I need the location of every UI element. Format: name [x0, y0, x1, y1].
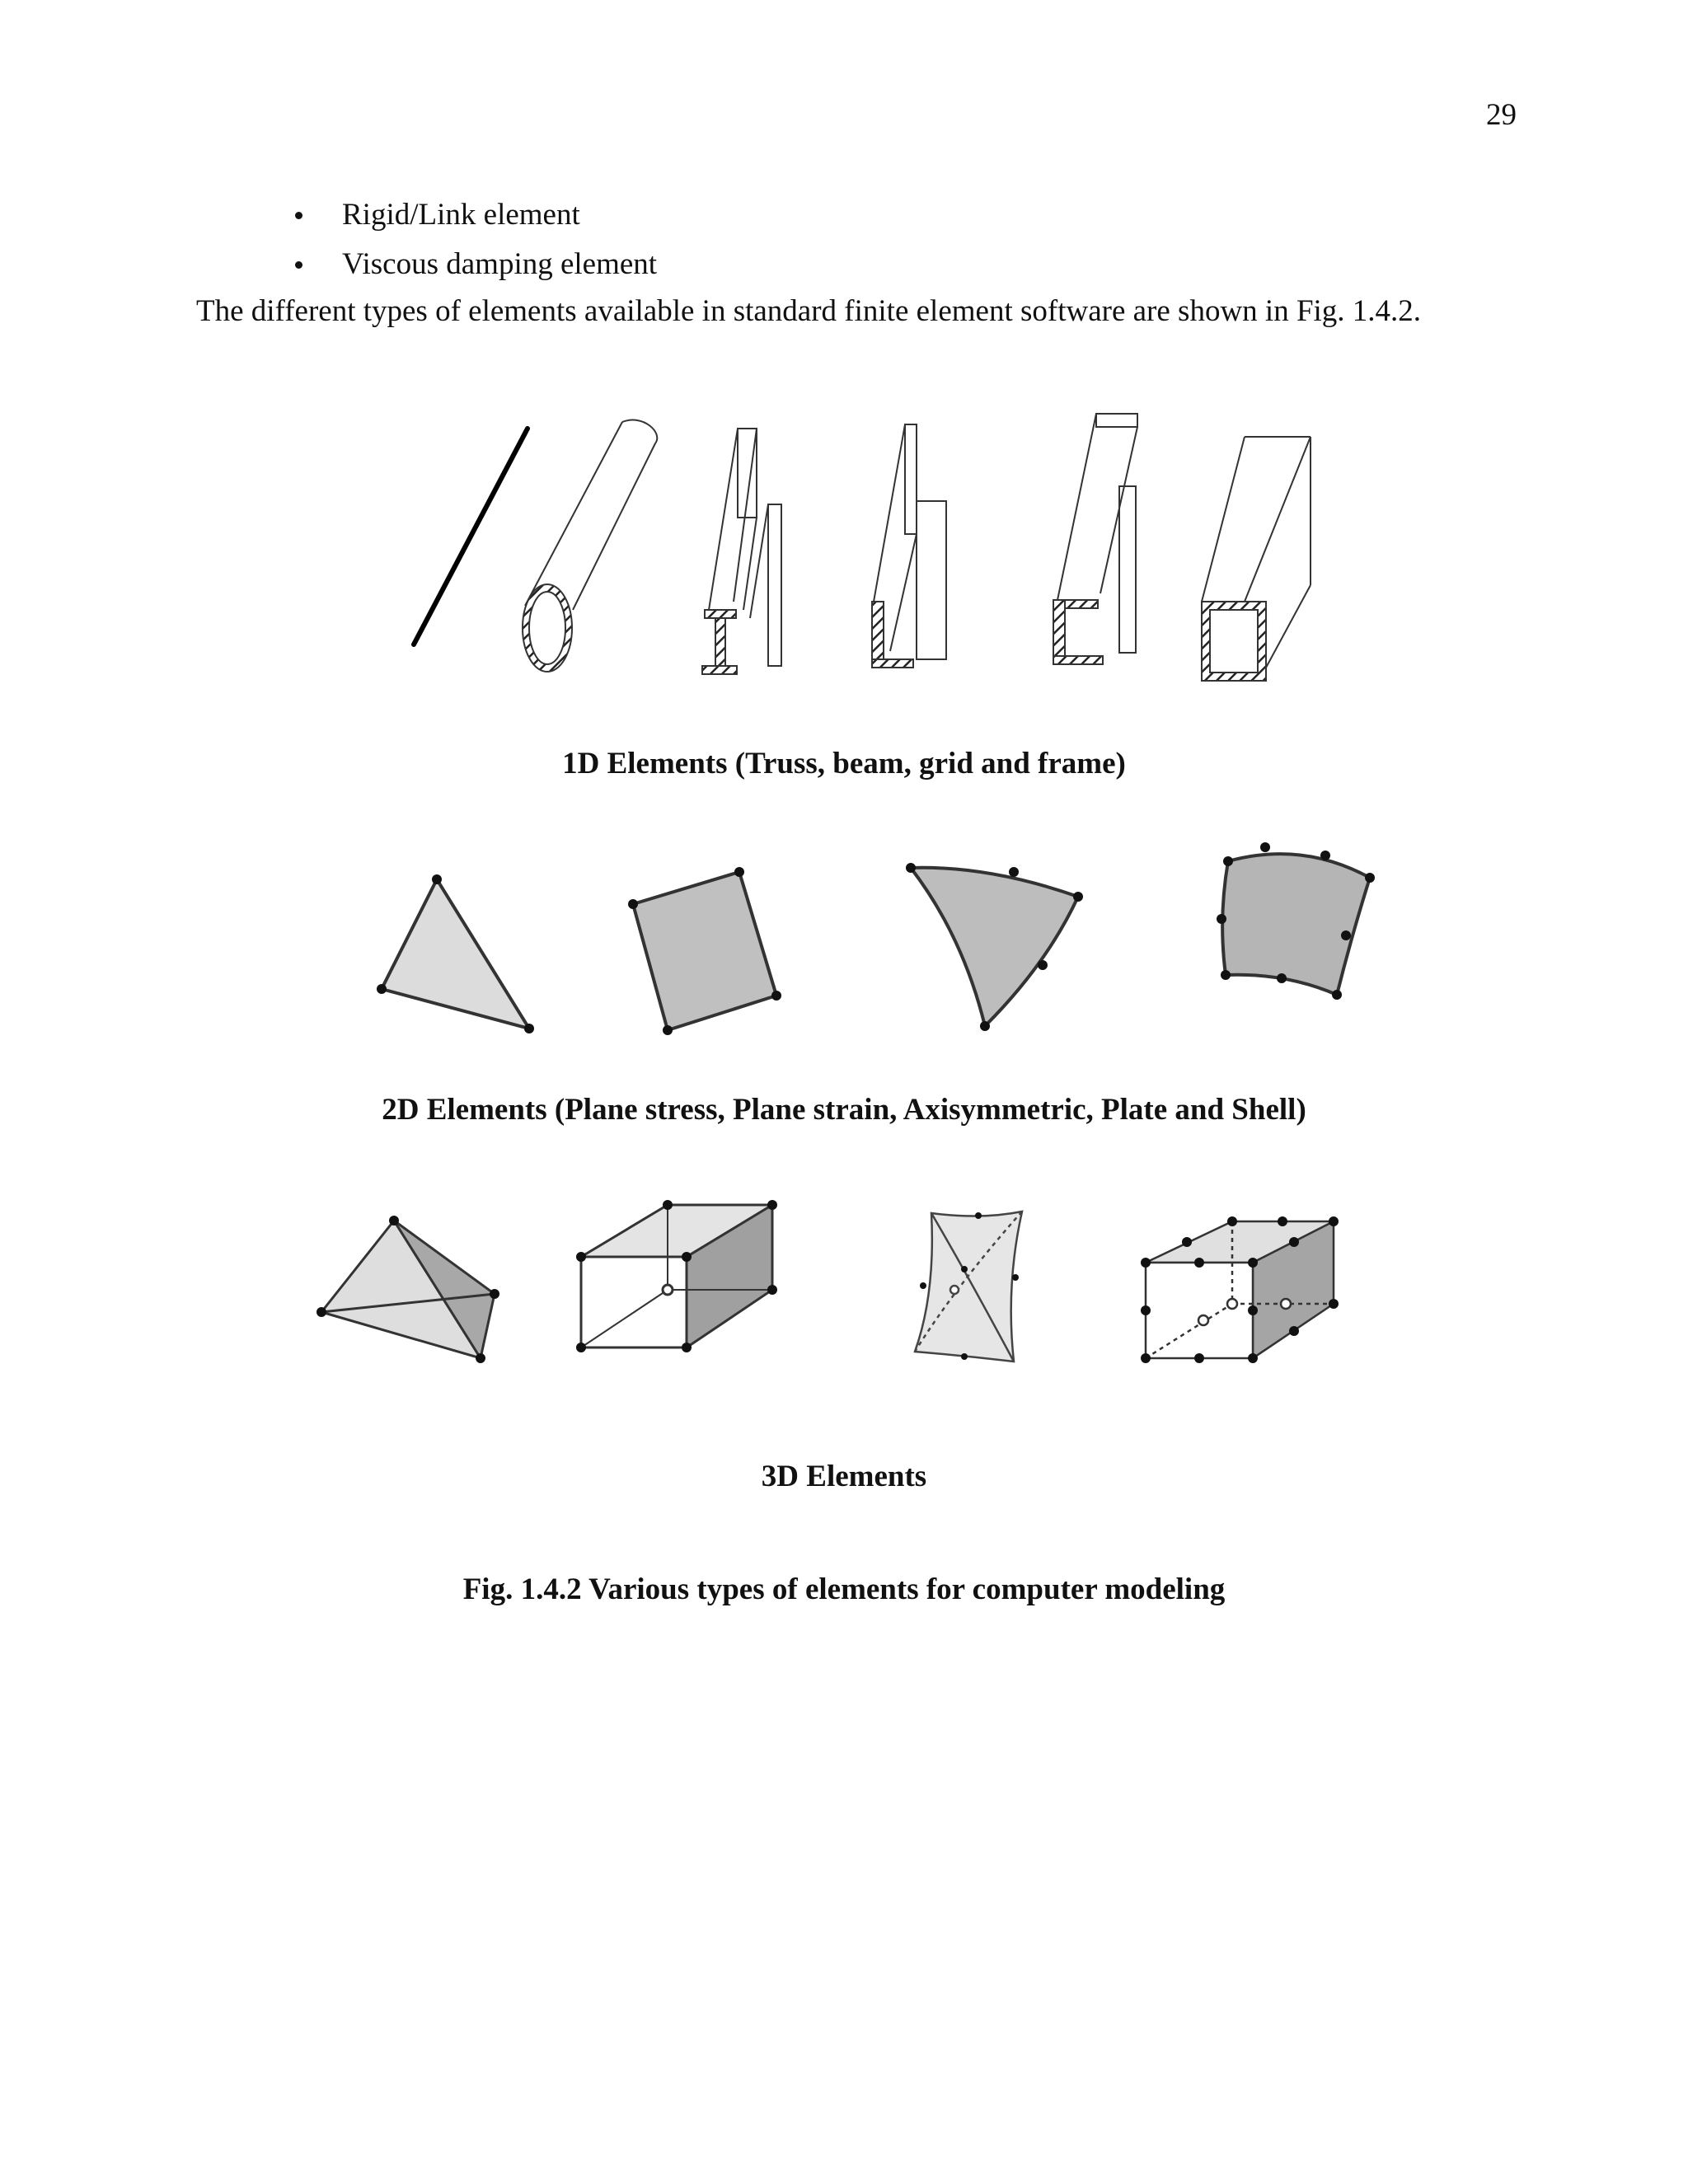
intro-paragraph: The different types of elements available in standard finite element software are shown in Fig. 1.4.2.	[196, 294, 1422, 328]
quadrilateral-element-drawing	[628, 867, 781, 1035]
figure-main-caption: Fig. 1.4.2 Various types of elements for computer modeling	[462, 1572, 1226, 1606]
i-beam-element-drawing	[702, 429, 781, 674]
caption-3d-elements: 3D Elements	[761, 1460, 927, 1493]
figure-2d-elements	[0, 820, 1688, 1067]
angle-element-drawing	[872, 424, 946, 668]
quadratic-hexahedron-element-drawing	[1141, 1216, 1339, 1363]
bullet-item-viscous-damping: Viscous damping element	[288, 246, 657, 295]
caption-1d-elements: 1D Elements (Truss, beam, grid and frame)	[562, 747, 1126, 780]
tube-element-drawing	[523, 420, 657, 672]
hexahedron-element-drawing	[576, 1200, 777, 1352]
box-element-drawing	[1202, 437, 1311, 681]
figure-3d-elements	[0, 1179, 1688, 1409]
curved-quadrilateral-element-drawing	[1217, 842, 1375, 1000]
channel-element-drawing	[1053, 414, 1137, 664]
bullet-item-rigid-link: Rigid/Link element	[288, 196, 657, 246]
page-number: 29	[1486, 98, 1517, 132]
figure-1d-elements	[0, 404, 1688, 701]
curved-triangle-element-drawing	[906, 863, 1083, 1031]
triangle-element-drawing	[377, 874, 534, 1033]
truss-element-drawing	[414, 429, 528, 644]
tetrahedron-element-drawing	[316, 1216, 499, 1363]
bullet-list	[288, 196, 657, 295]
curved-tetrahedron-element-drawing	[915, 1212, 1022, 1361]
caption-2d-elements: 2D Elements (Plane stress, Plane strain, Axisymmetric, Plate and Shell)	[382, 1093, 1306, 1127]
